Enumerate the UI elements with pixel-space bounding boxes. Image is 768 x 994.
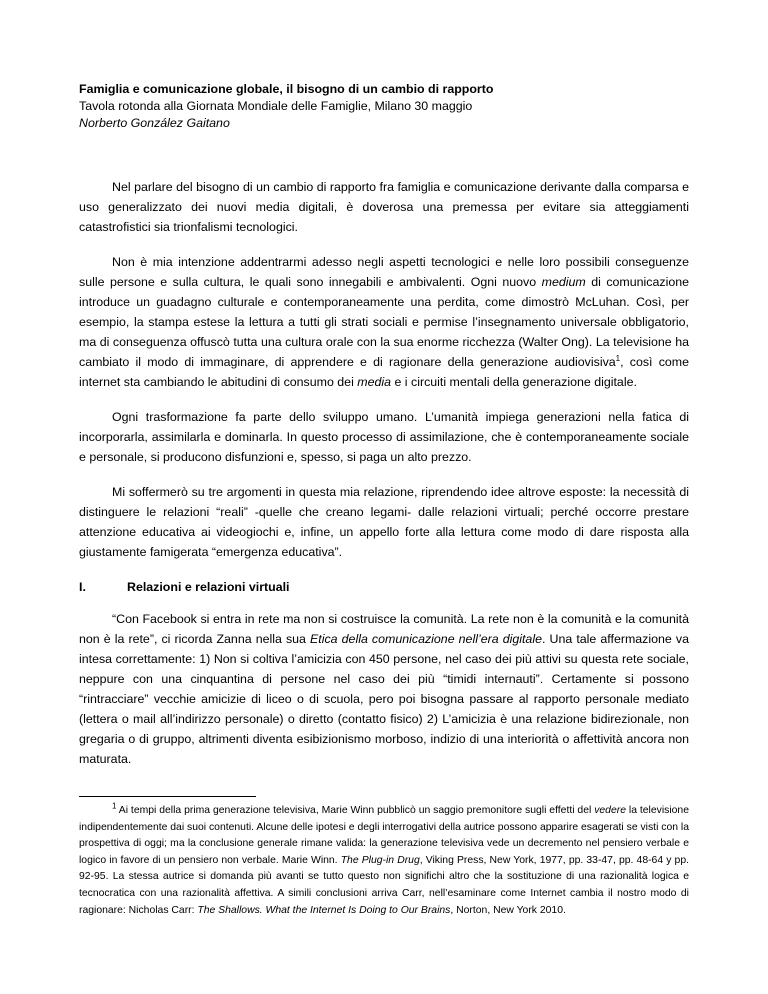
footnote-1 <box>79 803 689 919</box>
paragraph-5-italic-book-title: Etica della comunicazione nell’era digitale <box>310 632 542 646</box>
section-title: Relazioni e relazioni virtuali <box>127 580 290 594</box>
document-author: Norberto González Gaitano <box>79 116 230 130</box>
footnote-text-c: , Viking Press, New York, 1977, pp. 33-47, pp. 48-64 y pp. 92-95. La stessa autrice si domanda più avanti se tutto questo non significhi altro che la sostituzione di una razionalità logica e tecnocratica con una razionalità affettiva. A simili conclusioni arriva Carr, nell’esaminare come Internet cambia il nostro modo di ragionare: Nicholas Carr: <box>79 854 689 916</box>
paragraph-2 <box>79 252 689 392</box>
document-subtitle: Tavola rotonda alla Giornata Mondiale delle Famiglie, Milano 30 maggio <box>79 99 473 113</box>
footnote-italic-plug-in-drug: The Plug-in Drug <box>340 854 420 866</box>
document-body <box>79 177 689 784</box>
footnote-reference-1[interactable]: 1 <box>615 353 621 363</box>
paragraph-2-italic-media: media <box>357 375 392 389</box>
footnote-text-d: , Norton, New York 2010. <box>450 904 566 916</box>
footnote-text-b: la televisione indipendentemente dai suoi contenuti. Alcune delle ipotesi e degli interrogativi della autrice possono apparire esagerati se visti con la prospettiva di oggi; ma la conclusione generale rimane valida: la generazione televisiva vede un decremento nel pensiero verbale e logico in favore di un pensiero non verbale. Marie Winn. <box>79 805 689 866</box>
footnote-mark: 1 <box>112 801 117 811</box>
paragraph-2-text-b: di comunicazione introduce un guadagno culturale e contemporaneamente una perdita, come dimostrò McLuhan. Così, per esempio, la stampa estese la lettura a tutti gli strati sociali e permise l’insegnamento universale obbligatorio, ma di conseguenza offuscò tutta una cultura orale con la sua enorme ricchezza (Walter Ong). La televisione ha cambiato il modo di immaginare, di apprendere e di ragionare della generazione audiovisiva <box>79 275 689 369</box>
document-title: Famiglia e comunicazione globale, il bisogno di un cambio di rapporto <box>79 82 494 96</box>
paragraph-5 <box>79 609 689 769</box>
footnote-italic-vedere: vedere <box>594 805 626 816</box>
section-number: I. <box>79 580 86 594</box>
paragraph-2-text-d: e i circuiti mentali della generazione digitale. <box>391 375 637 389</box>
footnote-text-a: Ai tempi della prima generazione televisiva, Marie Winn pubblicò un saggio premonitore sugli effetti del <box>116 805 595 816</box>
paragraph-2-italic-medium: medium <box>541 275 586 289</box>
section-heading-1 <box>79 577 689 597</box>
footnote-separator <box>79 796 256 797</box>
paragraph-1: Nel parlare del bisogno di un cambio di rapporto fra famiglia e comunicazione derivante dalla comparsa e uso generalizzato dei nuovi media digitali, è doverosa una premessa per evitare sia atteggiamenti catastrofistici sia trionfalismi tecnologici. <box>79 180 689 234</box>
paragraph-5-text-a: “Con Facebook si entra in rete ma non si costruisce la comunità. La rete non è la comunità e la comunità non è la rete”, ci ricorda Zanna nella sua <box>79 612 689 646</box>
document-header <box>79 81 699 132</box>
paragraph-2-text-a: Non è mia intenzione addentrarmi adesso negli aspetti tecnologici e nelle loro possibili conseguenze sulle persone e sulla cultura, le quali sono innegabili e ambivalenti. Ogni nuovo <box>79 255 689 289</box>
paragraph-2-text-c: , così come internet sta cambiando le abitudini di consumo dei <box>79 355 690 389</box>
footnote-italic-shallows: The Shallows. What the Internet Is Doing to Our Brains <box>197 904 451 916</box>
paragraph-3: Ogni trasformazione fa parte dello sviluppo umano. L’umanità impiega generazioni nella fatica di incorporarla, assimilarla e dominarla. In questo processo di assimilazione, che è contemporaneamente sociale e personale, si producono disfunzioni e, spesso, si paga un alto prezzo. <box>79 410 689 464</box>
paragraph-5-text-b: . Una tale affermazione va intesa correttamente: 1) Non si coltiva l’amicizia con 450 persone, nel caso dei più attivi su questa rete sociale, neppure con una cinquantina di persone nel caso dei più “timidi internauti”. Certamente si possono “rintracciare” vecchie amicizie di liceo o di scuola, pero poi bisogna passare al rapporto personale mediato (lettera o mail all’indirizzo personale) o diretto (contatto fisico) 2) L’amicizia è una relazione bidirezionale, non gregaria o di gruppo, altrimenti diventa esibizionismo morboso, indizio di una interiorità o affettività ancora non maturata. <box>79 632 689 766</box>
paragraph-4: Mi soffermerò su tre argomenti in questa mia relazione, riprendendo idee altrove esposte: la necessità di distinguere le relazioni “reali” -quelle che creano legami- dalle relazioni virtuali; perché occorre prestare attenzione educativa ai videogiochi e, infine, un appello forte alla lettura come modo di dare risposta alla giustamente famigerata “emergenza educativa”. <box>79 485 689 559</box>
